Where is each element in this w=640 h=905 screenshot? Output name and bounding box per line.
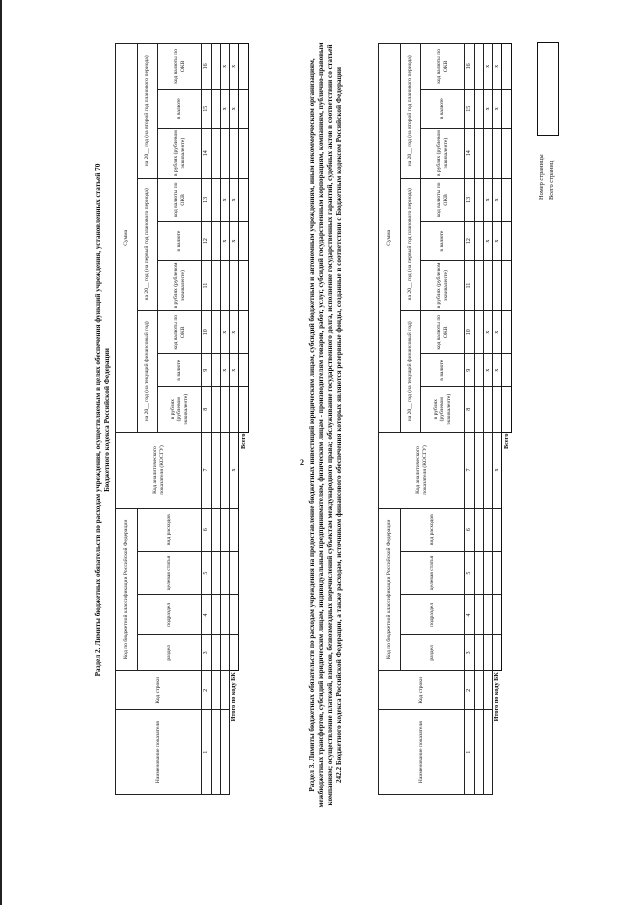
header-in-currency: в валюте [158,89,202,128]
header-year-current: на 20__ год (на текущий финансовый год) [138,311,158,433]
header-currency-code: код валюты по ОКВ [421,44,465,90]
header-sum: Сумма [379,44,401,433]
header-currency-code: код валюты по ОКВ [158,311,202,354]
column-number: 7 [465,432,475,508]
x-mark: x [221,44,230,90]
total-row [502,44,512,795]
x-mark: x [484,222,493,261]
header-in-currency: в валюте [158,222,202,261]
header-name: Наименование показателя [379,710,465,795]
x-mark: x [493,354,502,387]
section-2-table [115,43,249,795]
x-mark: x [493,432,502,508]
table-row [221,44,230,795]
total-label: Всего [239,433,247,450]
column-number: 2 [202,671,212,710]
section-2-title: Раздел 2. Лимиты бюджетных обязательств по расходам учреждения, осуществляемым в целях обеспечения функций учреждения, установленных статьей 70 Бюджетного кодекса Российской Федерации [94,163,111,677]
x-mark: x [493,44,502,90]
x-mark: x [493,89,502,128]
column-number: 10 [202,311,212,354]
column-number: 3 [202,635,212,671]
table-row [475,44,484,795]
total-by-bk-row [230,44,239,795]
header-line-code: Код строки [379,671,465,710]
page-edge-line [0,0,2,905]
column-number: 14 [202,128,212,178]
x-mark: x [221,354,230,387]
page-number-label: Номер страницы [538,154,545,200]
total-label: Всего [502,433,510,450]
x-mark: x [230,89,239,128]
column-number-row [465,44,475,795]
header-year-second: на 20__ год (на второй год планового периода) [138,44,158,179]
column-number: 12 [202,222,212,261]
column-number: 6 [465,508,475,551]
header-subsection: подраздел [401,595,465,635]
x-mark: x [221,89,230,128]
header-in-rubles: в рублях (рублевом эквиваленте) [158,386,202,432]
column-number: 3 [465,635,475,671]
column-number: 4 [465,595,475,635]
column-number: 15 [465,89,475,128]
header-currency-code: код валюты по ОКВ [158,178,202,221]
x-mark: x [484,89,493,128]
header-line-code: Код строки [116,671,202,710]
column-number: 9 [202,354,212,387]
column-number: 5 [465,551,475,594]
x-mark: x [484,44,493,90]
header-currency-code: код валюты по ОКВ [421,311,465,354]
header-year-first: на 20__ год (на первый год планового периода) [401,178,421,310]
header-in-currency: в валюте [158,354,202,387]
header-target-item: целевая статья [401,551,465,594]
x-mark: x [221,222,230,261]
column-number-row [202,44,212,795]
header-year-current: на 20__ год (на текущий финансовый год) [401,311,421,433]
header-currency-code: код валюты по ОКВ [421,178,465,221]
table-row [484,44,493,795]
header-section: раздел [138,635,202,671]
x-mark: x [221,311,230,354]
x-mark: x [493,311,502,354]
table-row [212,44,221,795]
rotated-sheet [10,35,570,840]
column-number: 4 [202,595,212,635]
x-mark: x [230,432,239,508]
header-name: Наименование показателя [116,710,202,795]
x-mark: x [230,44,239,90]
header-analytic-code: Код аналитического показателя (КОСГУ) [379,432,465,508]
column-number: 10 [465,311,475,354]
total-by-bk-label: Итого по коду БК [493,672,501,722]
x-mark: x [484,311,493,354]
header-in-rubles: в рублях (рублевом эквиваленте) [421,261,465,311]
header-expense-type: вид расходов [138,508,202,551]
total-row [239,44,249,795]
x-mark: x [221,178,230,221]
column-number: 13 [465,178,475,221]
column-number: 16 [202,44,212,90]
section-3-title: Раздел 3. Лимиты бюджетных обязательств по расходам учреждения на предоставление бюджетных инвестиций юридическим лицам, субсидий бюджетным и автономным учреждениям, иным некоммерческим организациям, межбюджетных трансфертов, субсидий юридическим лицам, индивидуальным предпринимателям, физическим лицам - производителям товаров, работ, услуг, субсидий государственным корпорациям, компаниям, публично-правовым компаниям; осуществление платежей, взносов, безвозмездных перечислений субъектам международного права; обслуживание государственного долга, исполнение государственных гарантий, судебных актов в соответствии со статьей 242.2 Бюджетного кодекса Российской Федерации, а также расходам, источником финансового обеспечения которых являются резервные фонды, созданные в соответствии с Бюджетным кодексом Российской Федерации [308,42,343,808]
column-number: 9 [465,354,475,387]
total-pages-label: Всего страниц [548,160,555,200]
column-number: 6 [202,508,212,551]
column-number: 2 [465,671,475,710]
header-section: раздел [401,635,465,671]
header-in-rubles: в рублях (рублевом эквиваленте) [421,386,465,432]
column-number: 11 [465,261,475,311]
x-mark: x [484,354,493,387]
header-bk-code: Код по бюджетной классификации Российской Федерации [379,508,401,671]
header-year-second: на 20__ год (на второй год планового периода) [401,44,421,179]
column-number: 7 [202,432,212,508]
page-number: 2 [300,458,304,467]
header-in-currency: в валюте [421,222,465,261]
x-mark: x [493,178,502,221]
column-number: 14 [465,128,475,178]
header-in-rubles: в рублях (рублевом эквиваленте) [421,128,465,178]
header-currency-code: код валюты по ОКВ [158,44,202,90]
header-analytic-code: Код аналитического показателя (КОСГУ) [116,432,202,508]
column-number: 1 [465,710,475,795]
header-expense-type: вид расходов [401,508,465,551]
total-by-bk-label: Итого по коду БК [230,672,238,722]
header-in-rubles: в рублях (рублевом эквиваленте) [158,261,202,311]
column-number: 16 [465,44,475,90]
header-in-currency: в валюте [421,354,465,387]
x-mark: x [230,311,239,354]
header-sum: Сумма [116,44,138,433]
column-number: 15 [202,89,212,128]
header-subsection: подраздел [138,595,202,635]
header-target-item: целевая статья [138,551,202,594]
header-year-first: на 20__ год (на первый год планового периода) [138,178,158,310]
column-number: 13 [202,178,212,221]
header-in-rubles: в рублях (рублевом эквиваленте) [158,128,202,178]
header-in-currency: в валюте [421,89,465,128]
x-mark: x [230,178,239,221]
x-mark: x [230,354,239,387]
x-mark: x [493,222,502,261]
x-mark: x [230,222,239,261]
header-bk-code: Код по бюджетной классификации Российской Федерации [116,508,138,671]
total-by-bk-row [493,44,502,795]
section-3-table [378,43,512,795]
column-number: 11 [202,261,212,311]
column-number: 1 [202,710,212,795]
column-number: 5 [202,551,212,594]
column-number: 8 [202,386,212,432]
column-number: 8 [465,386,475,432]
column-number: 12 [465,222,475,261]
x-mark: x [484,178,493,221]
page-number-box[interactable] [537,42,559,136]
